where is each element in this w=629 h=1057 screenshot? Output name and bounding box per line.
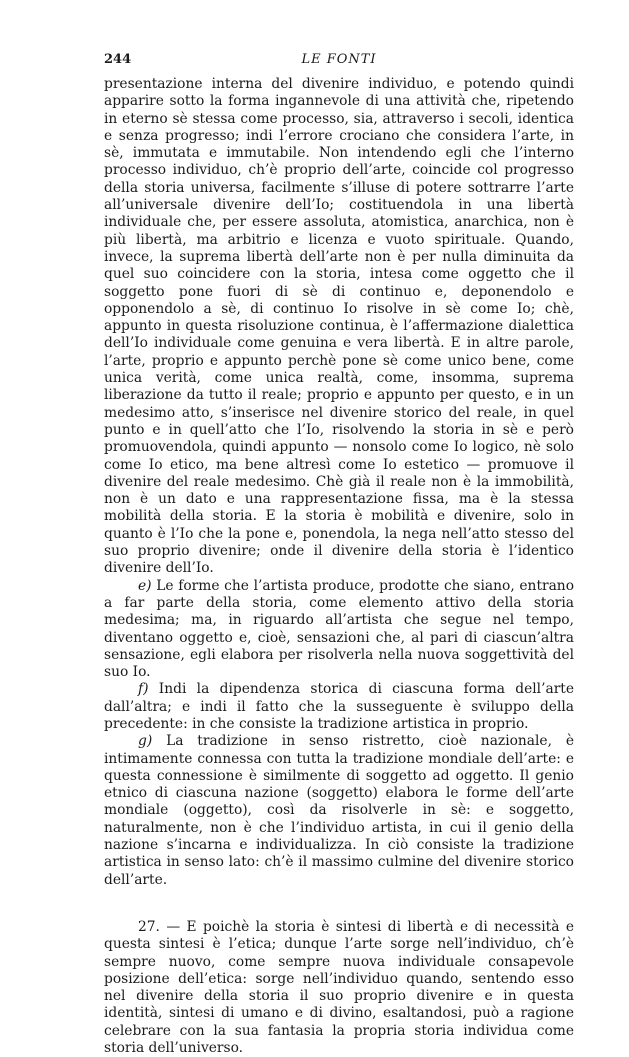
page-header (104, 52, 574, 72)
paragraph-e (104, 578, 574, 682)
page-number: 244 (104, 52, 132, 67)
body-text (104, 76, 574, 1057)
running-title: LE FONTI (301, 52, 377, 67)
item-label-f: f) (138, 681, 149, 698)
paragraph-f-text: Indi la dipendenza storica di ciascuna forma dell’arte dall’altra; e indi il fatto che la susseguente è sviluppo della precedente: in che consiste la tradizione artistica in proprio. (104, 681, 574, 732)
paragraph-continuation: presentazione interna del divenire individuo, e potendo quindi apparire sotto la forma ingannevole di una attività che, ripetendo in eterno sè stessa come processo, sia, attraverso i secoli, identica e senza progresso; indi l’errore crociano che considera l’arte, in sè, immutata e immutabile. Non intendendo egli che l’interno processo individuo, ch’è proprio dell’arte, coincide col progresso della storia universa, facilmente s’illuse di potere sottrarre l’arte all’universale divenire dell’Io; costituendola in una libertà individuale che, per essere assoluta, atomistica, anarchica, non è più libertà, ma arbitrio e licenza e vuoto spirituale. Quando, invece, la suprema libertà dell’arte non è per nulla diminuita da quel suo coincidere con la storia, intesa come oggetto che il soggetto pone fuori di sè di continuo e, deponendolo e opponendolo a sè, di continuo Io risolve in sè come Io; chè, appunto in questa risoluzione continua, è l’affermazione dialettica dell’Io individuale come genuina e vera libertà. E in altre parole, l’arte, proprio e appunto perchè pone sè come unico bene, come unica verità, come unica realtà, come, insomma, suprema liberazione da tutto il reale; proprio e appunto per questo, e in un medesimo atto, s’inserisce nel divenire storico del reale, in quel punto e in quell’atto che l’Io, risolvendo la storia in sè e però promuovendola, quindi appunto — nonsolo come Io logico, nè solo come Io etico, ma bene altresì come Io estetico — promuove il divenire del reale medesimo. Chè già il reale non è la immobilità, non è un dato e una rappresentazione fissa, ma è la stessa mobilità della storia. E la storia è mobilità e divenire, solo in quanto è l’Io che la pone e, ponendola, la nega nell’atto stesso del suo proprio divenire; onde il divenire della storia è l’identico divenire dell’Io. (104, 76, 574, 577)
section-27: 27. — E poichè la storia è sintesi di libertà e di necessità e questa sintesi è l’etica; dunque l’arte sorge nell’individuo, ch’è sempre nuovo, come sempre nuova individuale consapevole posizione dell’etica: sorge nell’individuo quando, sentendo esso nel divenire della storia il suo proprio divenire e in questa identità, sintesi di umano e di divino, esaltandosi, può a ragione celebrare con la sua fantasia la propria storia individua come storia dell’universo. (104, 918, 574, 1057)
item-label-e: e) (138, 577, 152, 594)
item-label-g: g) (138, 733, 153, 750)
paragraph-f (104, 681, 574, 733)
paragraph-g (104, 733, 574, 889)
paragraph-e-text: Le forme che l’artista produce, prodotte che siano, entrano a far parte della storia, come elemento attivo della storia medesima; ma, in riguardo all’artista che segue nel tempo, diventano oggetto e, cioè, sensazioni che, al pari di ciascun’altra sensazione, egli elabora per risolverla nella nuova soggettività del suo Io. (104, 577, 574, 681)
paragraph-g-text: La tradizione in senso ristretto, cioè nazionale, è intimamente connessa con tutta la tradizione mondiale dell’arte: e questa connessione è similmente di soggetto ad oggetto. Il genio etnico di ciascuna nazione (soggetto) elabora le forme dell’arte mondiale (oggetto), così da risolverle in sè: e soggetto, naturalmente, non è che l’individuo artista, in cui il genio della nazione s’incarna e individualizza. In ciò consiste la tradizione artistica in senso lato: ch’è il massimo culmine del divenire storico dell’arte. (104, 733, 574, 888)
